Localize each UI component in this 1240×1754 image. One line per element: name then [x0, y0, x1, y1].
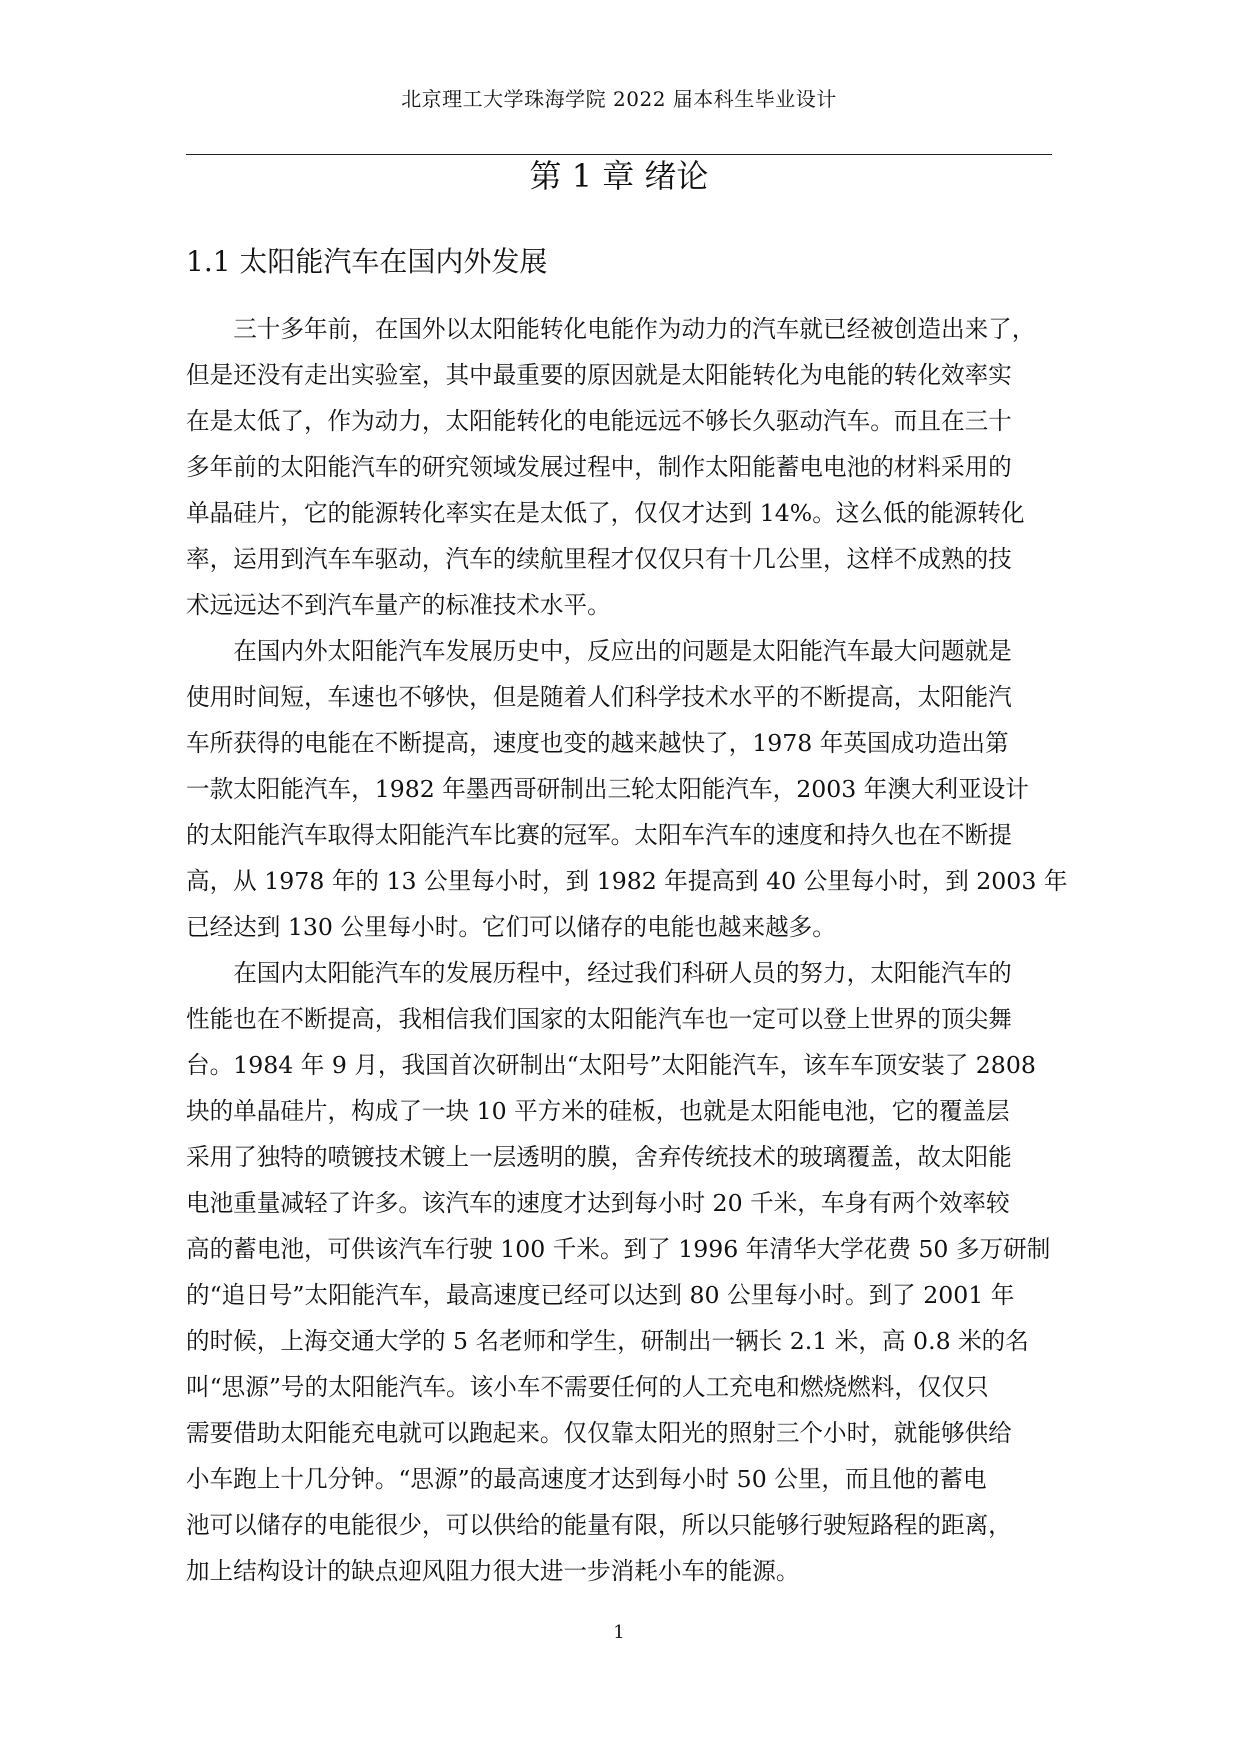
body-text [186, 306, 1068, 1594]
text-line: 块的单晶硅片，构成了一块 10 平方米的硅板，也就是太阳能电池，它的覆盖层 [186, 1097, 1010, 1125]
text-line: 需要借助太阳能充电就可以跑起来。仅仅靠太阳光的照射三个小时，就能够供给 [186, 1419, 1012, 1447]
text-line: 单晶硅片，它的能源转化率实在是太低了，仅仅才达到 14%。这么低的能源转化 [186, 499, 1025, 527]
text-line: 在国内太阳能汽车的发展历程中，经过我们科研人员的努力，太阳能汽车的 [233, 959, 1012, 987]
paragraph-2 [186, 628, 1068, 950]
text-line: 多年前的太阳能汽车的研究领域发展过程中，制作太阳能蓄电电池的材料采用的 [186, 453, 1012, 481]
text-line: 率，运用到汽车车驱动，汽车的续航里程才仅仅只有十几公里，这样不成熟的技 [186, 545, 1012, 573]
text-line: 加上结构设计的缺点迎风阻力很大进一步消耗小车的能源。 [186, 1557, 800, 1585]
text-line: 已经达到 130 公里每小时。它们可以储存的电能也越来越多。 [186, 913, 836, 941]
text-line: 一款太阳能汽车，1982 年墨西哥研制出三轮太阳能汽车，2003 年澳大利亚设计 [186, 775, 1029, 803]
text-line: 池可以储存的电能很少，可以供给的能量有限，所以只能够行驶短路程的距离， [186, 1511, 1012, 1539]
text-line: 的时候，上海交通大学的 5 名老师和学生，研制出一辆长 2.1 米，高 0.8 米的名 [186, 1327, 1029, 1355]
paragraph-1 [186, 306, 1052, 628]
text-line: 性能也在不断提高，我相信我们国家的太阳能汽车也一定可以登上世界的顶尖舞 [186, 1005, 1012, 1033]
text-line: 在是太低了，作为动力，太阳能转化的电能远远不够长久驱动汽车。而且在三十 [186, 407, 1012, 435]
text-line: 采用了独特的喷镀技术镀上一层透明的膜，舍弃传统技术的玻璃覆盖，故太阳能 [186, 1143, 1012, 1171]
text-line: 台。1984 年 9 月，我国首次研制出“太阳号”太阳能汽车，该车车顶安装了 2808 [186, 1051, 1036, 1079]
text-line: 叫“思源”号的太阳能汽车。该小车不需要任何的人工充电和燃烧燃料，仅仅只 [186, 1373, 989, 1401]
paragraph-3 [186, 950, 1052, 1594]
running-header: 北京理工大学珠海学院 2022 届本科生毕业设计 [401, 87, 837, 111]
text-line: 车所获得的电能在不断提高，速度也变的越来越快了，1978 年英国成功造出第 [186, 729, 1009, 757]
section-title: 1.1 太阳能汽车在国内外发展 [186, 245, 548, 278]
text-line: 高，从 1978 年的 13 公里每小时，到 1982 年提高到 40 公里每小时，到 2003 年 [186, 867, 1068, 895]
text-line: 电池重量减轻了许多。该汽车的速度才达到每小时 20 千米，车身有两个效率较 [186, 1189, 1010, 1217]
text-line: 的太阳能汽车取得太阳能汽车比赛的冠军。太阳车汽车的速度和持久也在不断提 [186, 821, 1012, 849]
text-line: 的“追日号”太阳能汽车，最高速度已经可以达到 80 公里每小时。到了 2001 年 [186, 1281, 1015, 1309]
chapter-title: 第 1 章 绪论 [529, 157, 709, 195]
text-line: 三十多年前，在国外以太阳能转化电能作为动力的汽车就已经被创造出来了， [233, 315, 1036, 343]
text-line: 使用时间短，车速也不够快，但是随着人们科学技术水平的不断提高，太阳能汽 [186, 683, 1012, 711]
text-line: 术远远达不到汽车量产的标准技术水平。 [186, 591, 611, 619]
page-number: 1 [613, 1622, 625, 1643]
text-line: 小车跑上十几分钟。“思源”的最高速度才达到每小时 50 公里，而且他的蓄电 [186, 1465, 987, 1493]
text-line: 在国内外太阳能汽车发展历史中，反应出的问题是太阳能汽车最大问题就是 [233, 637, 1012, 665]
text-line: 但是还没有走出实验室，其中最重要的原因就是太阳能转化为电能的转化效率实 [186, 361, 1012, 389]
text-line: 高的蓄电池，可供该汽车行驶 100 千米。到了 1996 年清华大学花费 50 多万研制 [186, 1235, 1051, 1263]
